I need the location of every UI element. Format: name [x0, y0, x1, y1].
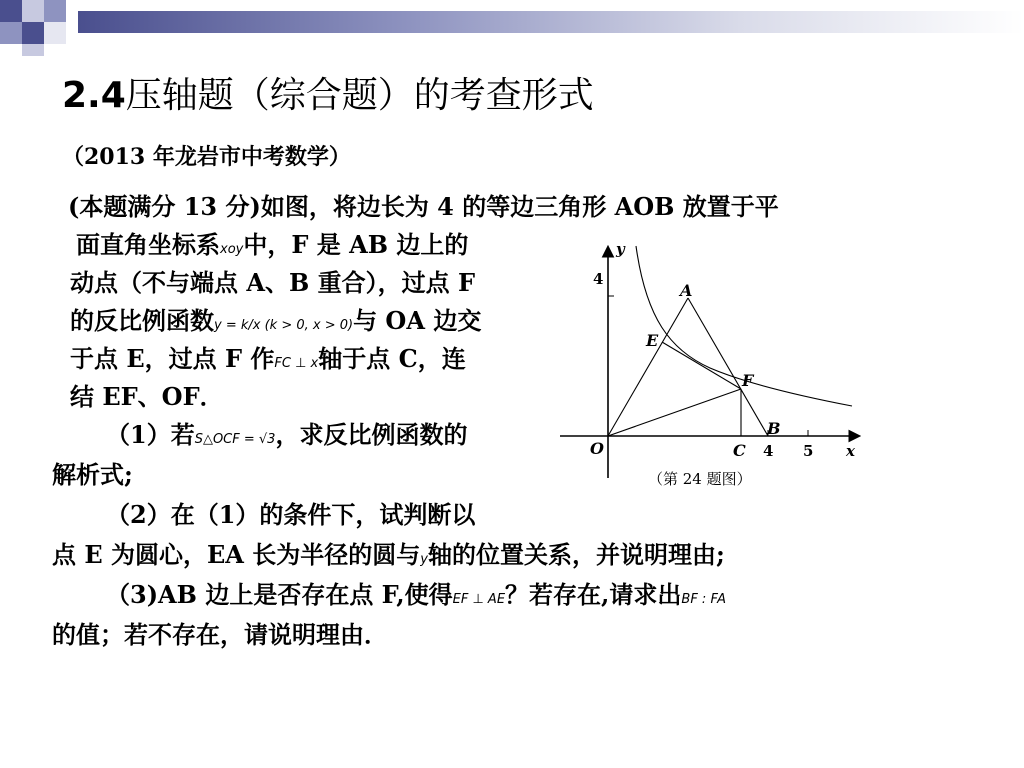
- problem-line-2: [76, 230, 468, 265]
- text-frag: ，求反比例函数的: [275, 420, 468, 449]
- math-ratio: BF : FA: [681, 592, 727, 607]
- title-number: 2.4: [62, 75, 126, 116]
- text-frag: 面直角坐标系: [76, 230, 220, 259]
- problem-line-11: [106, 580, 726, 615]
- problem-line-12: 的值；若不存在，请说明理由．: [52, 620, 388, 649]
- text-frag: （3)AB 边上是否存在点 F,使得: [106, 580, 453, 609]
- problem-line-4: [70, 306, 481, 341]
- text-frag: 轴的位置关系，并说明理由;: [427, 540, 725, 569]
- deco-square-1: [0, 0, 22, 22]
- deco-square-4: [0, 22, 22, 44]
- label-origin: O: [590, 439, 604, 458]
- problem-line-3: 动点（不与端点 A、B 重合），过点 F: [70, 268, 476, 297]
- problem-line-9: （2）在（1）的条件下，试判断以: [106, 500, 476, 529]
- slide-title: [62, 72, 594, 120]
- label-b: B: [767, 419, 781, 438]
- text-frag: 轴于点 C，连: [318, 344, 466, 373]
- problem-line-8: 解析式;: [52, 460, 133, 489]
- side-ab: [688, 298, 768, 436]
- label-x: x: [846, 442, 855, 460]
- label-tick-5x: 5: [803, 442, 814, 460]
- deco-square-5: [22, 22, 44, 44]
- text-frag: 的反比例函数: [70, 306, 214, 335]
- label-y: y: [616, 240, 625, 258]
- geometry-figure: [560, 238, 870, 498]
- segment-of: [608, 389, 741, 436]
- segment-ef: [662, 342, 741, 389]
- text-frag: 中，F 是 AB 边上的: [243, 230, 469, 259]
- deco-square-6: [44, 22, 66, 44]
- deco-square-7: [22, 44, 44, 56]
- side-oa: [608, 298, 688, 436]
- problem-line-5: [70, 344, 466, 379]
- figure-caption: （第 24 题图）: [648, 470, 752, 488]
- label-tick-4y: 4: [593, 270, 604, 288]
- deco-square-2: [22, 0, 44, 22]
- text-frag: （1）若: [106, 420, 195, 449]
- problem-line-7: [106, 420, 467, 455]
- math-ef-perp-ae: EF ⊥ AE: [452, 592, 506, 607]
- label-c: C: [733, 441, 746, 460]
- problem-source: （2013 年龙岩市中考数学）: [62, 144, 351, 170]
- math-area: S△OCF = √3: [194, 432, 276, 447]
- label-a: A: [680, 281, 693, 300]
- label-f: F: [742, 371, 754, 390]
- problem-line-1: (本题满分 13 分)如图，将边长为 4 的等边三角形 AOB 放置于平: [68, 192, 779, 221]
- problem-line-6: 结 EF、OF．: [70, 382, 224, 411]
- text-frag: ？若存在,请求出: [505, 580, 682, 609]
- math-xoy: xoy: [220, 242, 244, 257]
- title-text: 压轴题（综合题）的考查形式: [125, 75, 594, 116]
- math-fc-perp-x: FC ⊥ x: [274, 356, 319, 371]
- deco-square-3: [44, 0, 66, 22]
- label-e: E: [646, 331, 659, 350]
- problem-line-10: [52, 540, 725, 575]
- math-y-axis: y: [420, 552, 428, 567]
- math-function: y = k/x (k > 0, x > 0): [214, 318, 354, 333]
- label-tick-4x: 4: [763, 442, 774, 460]
- text-frag: 于点 E，过点 F 作: [70, 344, 275, 373]
- header-decoration: [0, 0, 1024, 60]
- text-frag: 与 OA 边交: [353, 306, 482, 335]
- header-gradient-band: [78, 11, 1024, 33]
- text-frag: 点 E 为圆心，EA 长为半径的圆与: [52, 540, 421, 569]
